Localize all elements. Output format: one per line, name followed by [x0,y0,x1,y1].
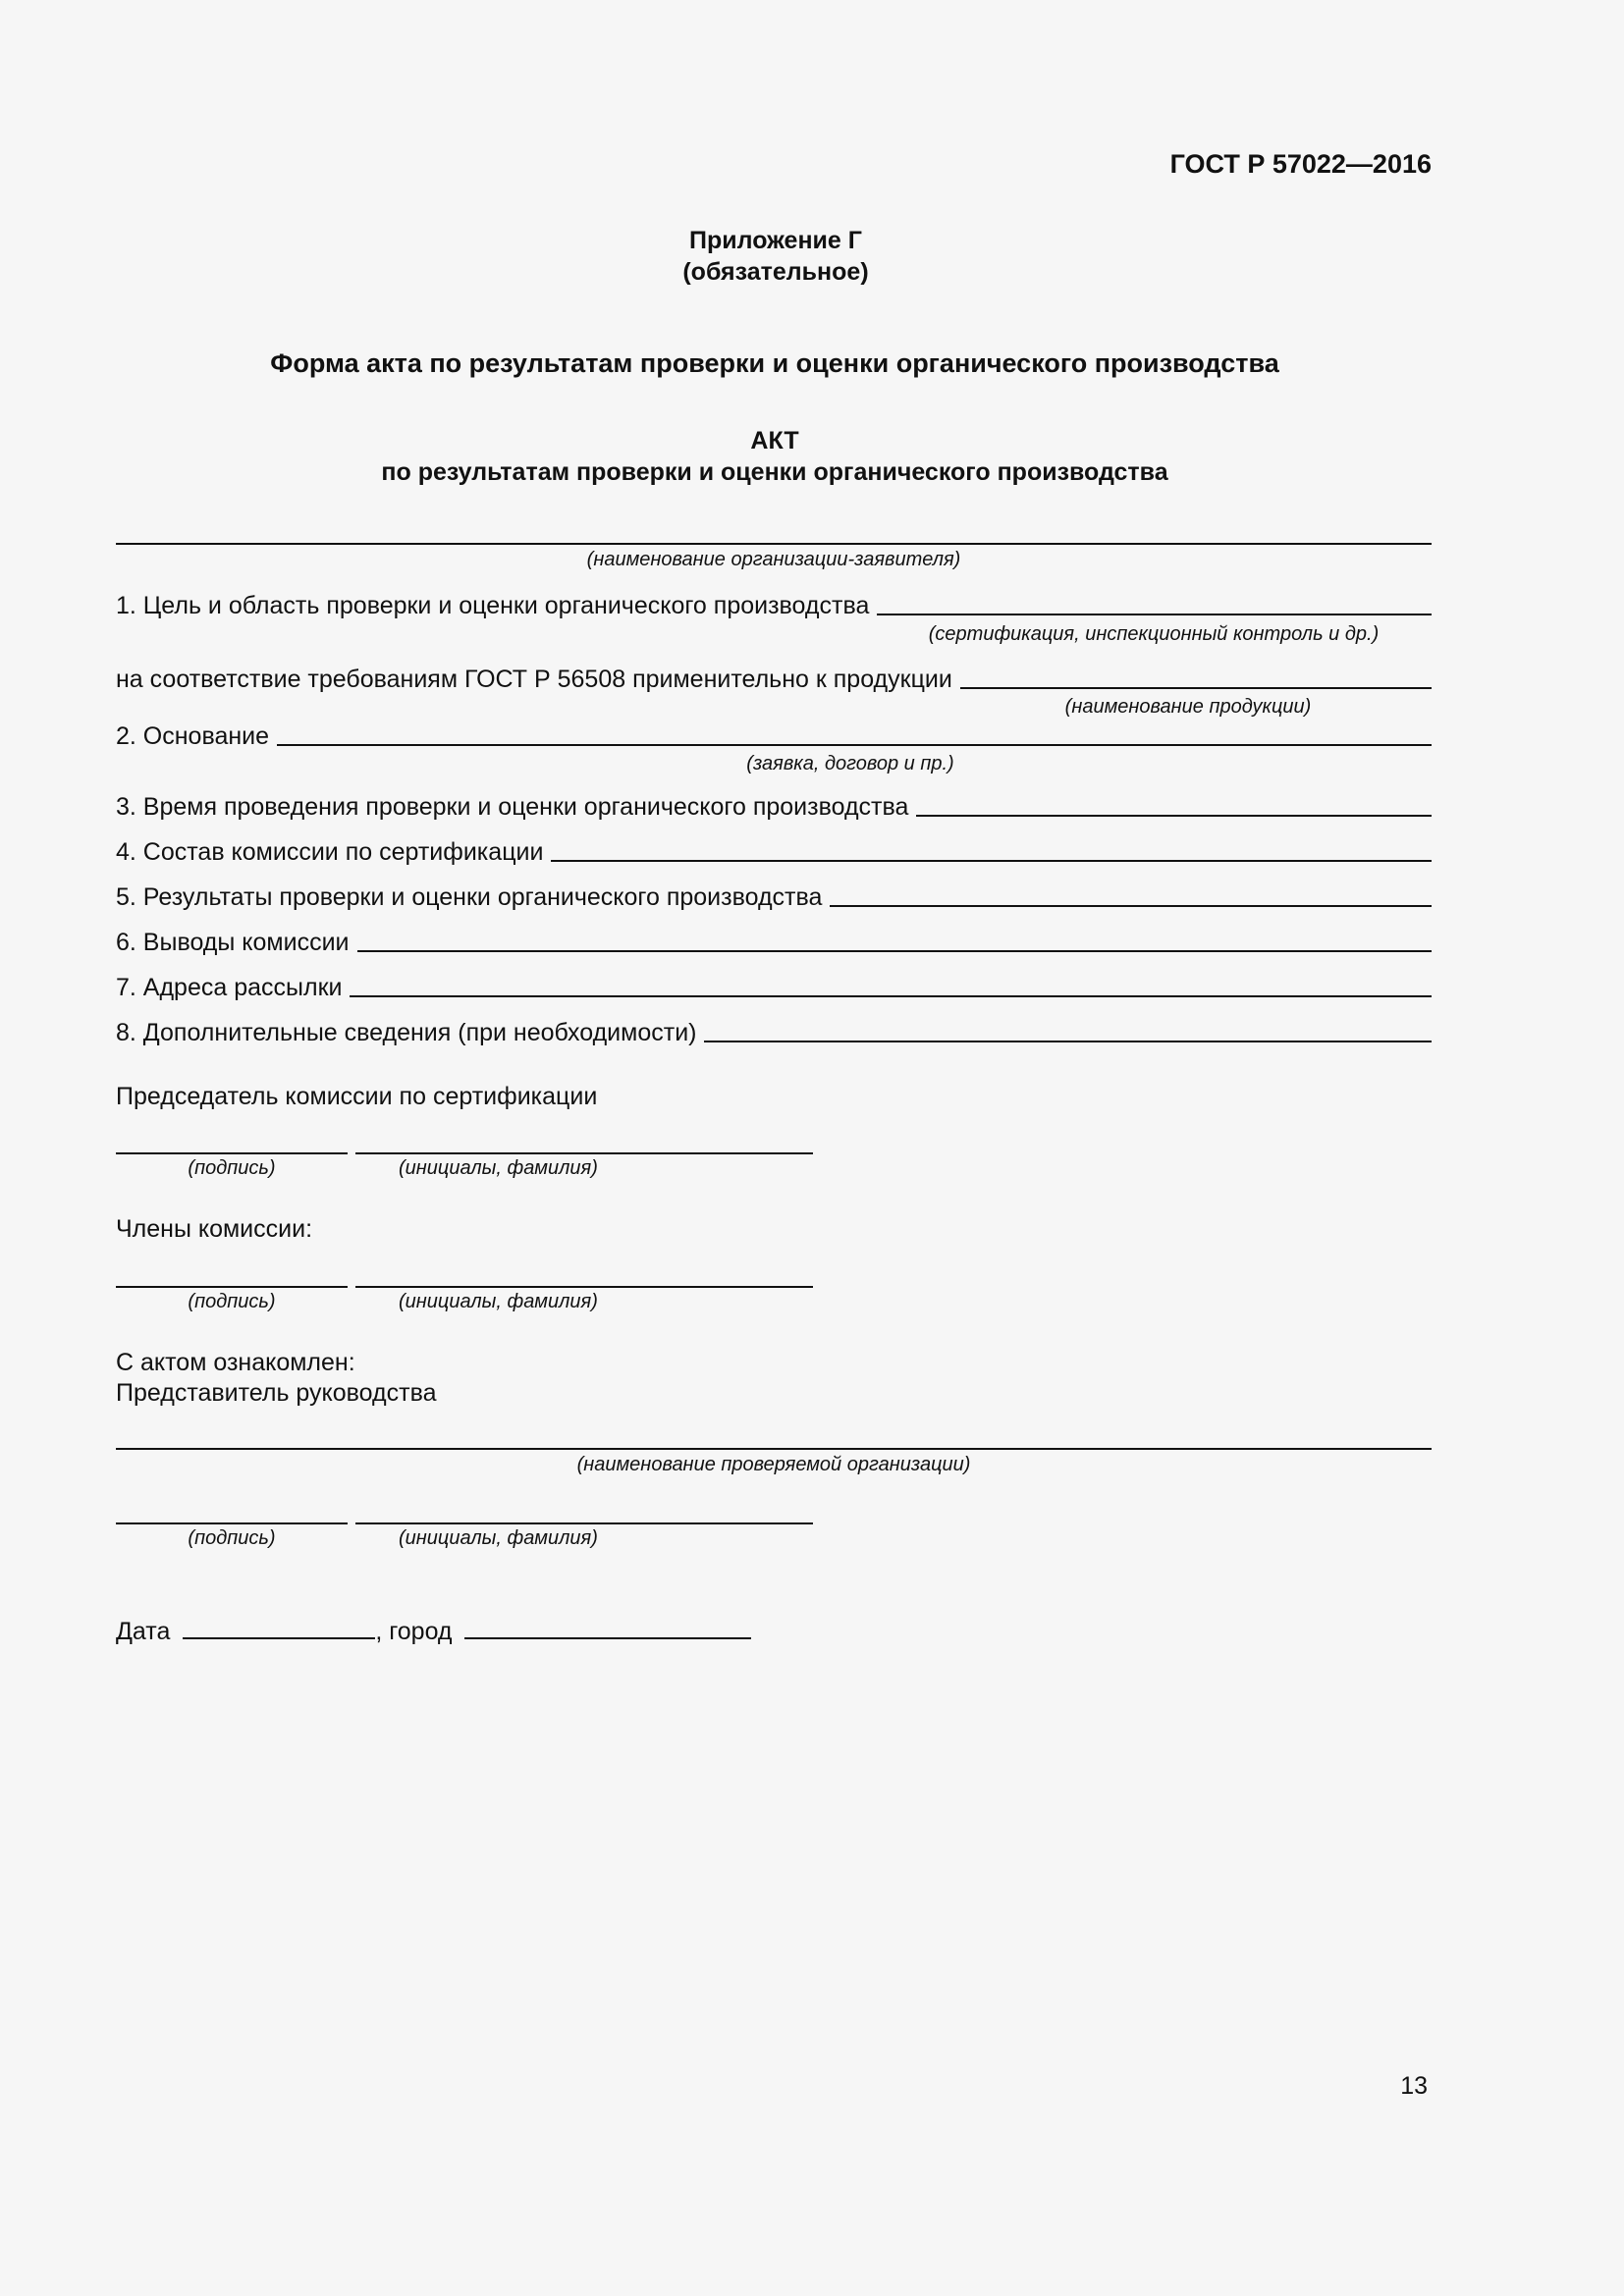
date-field[interactable] [183,1616,375,1639]
chairman-name-field[interactable] [355,1152,813,1154]
item-5-field[interactable] [830,881,1432,907]
chairman-label: Председатель комиссии по сертификации [116,1083,598,1110]
applicant-line[interactable] [116,543,1432,545]
chairman-signature-block [116,1152,744,1211]
item-2-label: 2. Основание [116,722,270,750]
members-label: Члены комиссии: [116,1215,313,1243]
city-label: , город [375,1618,453,1645]
audited-organization-hint: (наименование проверяемой организации) [576,1454,971,1475]
item-3-row [116,791,1432,822]
chairman-signature-field[interactable] [116,1152,348,1154]
city-field[interactable] [464,1616,751,1639]
date-city-row [116,1616,751,1646]
compliance-row [116,664,1432,694]
compliance-label: на соответствие требованиям ГОСТ Р 56508 применительно к продукции [116,666,952,693]
chairman-name-hint: (инициалы, фамилия) [399,1157,598,1179]
item-1-field[interactable] [877,590,1432,615]
page-number: 13 [1400,2072,1428,2100]
member-name-field[interactable] [355,1286,813,1288]
management-representative-label: Представитель руководства [116,1379,437,1407]
item-6-field[interactable] [357,927,1433,952]
item-3-label: 3. Время проведения проверки и оценки органического производства [116,793,909,821]
item-1-hint: (сертификация, инспекционный контроль и др.) [928,623,1380,645]
representative-signature-field[interactable] [116,1522,348,1524]
standard-number: ГОСТ Р 57022—2016 [1169,149,1432,179]
item-7-row [116,972,1432,1002]
item-6-row [116,927,1432,957]
item-7-label: 7. Адреса рассылки [116,974,343,1001]
item-4-field[interactable] [551,836,1432,862]
representative-name-field[interactable] [355,1522,813,1524]
item-8-row [116,1017,1432,1047]
appendix-status: (обязательное) [682,258,869,286]
product-field[interactable] [960,664,1432,689]
item-1-row [116,590,1432,620]
appendix-title: Приложение Г [689,227,862,254]
item-2-row [116,721,1432,751]
item-1-label: 1. Цель и область проверки и оценки органического производства [116,592,870,619]
item-6-label: 6. Выводы комиссии [116,929,350,956]
act-subtitle: по результатам проверки и оценки органического производства [381,458,1168,486]
item-5-label: 5. Результаты проверки и оценки органического производства [116,883,823,911]
representative-signature-block [116,1522,744,1581]
item-8-label: 8. Дополнительные сведения (при необходимости) [116,1019,697,1046]
member-signature-field[interactable] [116,1286,348,1288]
representative-name-hint: (инициалы, фамилия) [399,1527,598,1549]
item-4-label: 4. Состав комиссии по сертификации [116,838,544,866]
acknowledged-label: С актом ознакомлен: [116,1349,355,1376]
date-label: Дата [116,1618,171,1645]
audited-organization-line[interactable] [116,1448,1432,1450]
member-name-hint: (инициалы, фамилия) [399,1291,598,1312]
member-signature-hint: (подпись) [188,1291,276,1312]
form-title: Форма акта по результатам проверки и оценки органического производства [270,348,1279,378]
representative-signature-hint: (подпись) [188,1527,276,1549]
chairman-signature-hint: (подпись) [188,1157,276,1179]
act-title: АКТ [750,427,799,454]
item-2-hint: (заявка, договор и пр.) [746,753,954,774]
item-8-field[interactable] [704,1017,1432,1042]
item-2-field[interactable] [277,721,1432,746]
members-signature-block [116,1286,744,1345]
item-4-row [116,836,1432,867]
item-3-field[interactable] [916,791,1432,817]
item-7-field[interactable] [350,972,1432,997]
item-5-row [116,881,1432,912]
applicant-hint: (наименование организации-заявителя) [586,549,961,570]
compliance-hint: (наименование продукции) [1064,696,1312,718]
